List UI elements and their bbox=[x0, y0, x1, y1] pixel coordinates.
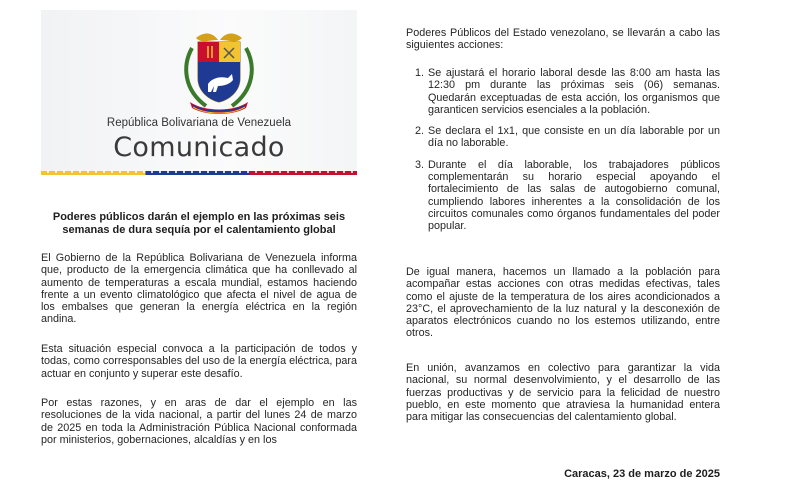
headline: Poderes públicos darán el ejemplo en las próximas seis semanas de dura sequía por el calentamiento global bbox=[52, 211, 346, 236]
list-item-number: 3. bbox=[415, 158, 425, 171]
republica-label: República Bolivariana de Venezuela bbox=[106, 117, 292, 129]
list-item bbox=[406, 125, 720, 150]
paragraph-razones: Por estas razones, y en aras de dar el ejemplo en las resoluciones de la vida nacional, a partir del lunes 24 de marzo de 2025 en toda la Administración Pública Nacional conformada por ministerios, gobernaciones, alcaldías y en los bbox=[41, 397, 357, 446]
paragraph-participacion: Esta situación especial convoca a la participación de todos y todas, como corresponsables del uso de la energía eléctrica, para actuar en conjunto y superar este desafío. bbox=[41, 343, 357, 380]
list-item bbox=[406, 159, 720, 233]
list-item-number: 2. bbox=[415, 125, 425, 138]
paragraph-intro: El Gobierno de la República Bolivariana de Venezuela informa que, producto de la emergencia climática que ha conllevado al aumento de temperaturas a escala mundial, estamos haciendo frente a un evento climatológico que afecta el nivel de agua de los embalses que generan la energía eléctrica en la región andina. bbox=[41, 252, 357, 326]
acciones-list bbox=[406, 67, 720, 233]
list-item bbox=[406, 67, 720, 116]
signature-date: Caracas, 23 de marzo de 2025 bbox=[564, 468, 720, 480]
venezuela-coat-of-arms-icon bbox=[178, 28, 260, 114]
list-item-number: 1. bbox=[415, 67, 425, 79]
flag-stars-pattern bbox=[41, 170, 357, 173]
comunicado-title: Comunicado bbox=[113, 132, 285, 163]
list-item-text: Se declara el 1x1, que consiste en un día laborable por un día no laborable. bbox=[428, 125, 720, 150]
paragraph-poderes-publicos: Poderes Públicos del Estado venezolano, se llevarán a cabo las siguientes acciones: bbox=[406, 27, 720, 52]
comunicado-banner bbox=[41, 10, 357, 175]
paragraph-union: En unión, avanzamos en colectivo para garantizar la vida nacional, su normal desenvolvimiento, y el desarrollo de las fuerzas productivas y de servicio para la felicidad de nuestro pueblo, en este momento que atraviesa la humanidad entera para mitigar las consecuencias del calentamiento global. bbox=[406, 362, 720, 424]
paragraph-llamado: De igual manera, hacemos un llamado a la población para acompañar estas acciones con otras medidas efectivas, tales como el ajuste de la temperatura de los aires acondicionados a 23°C, el aprovechamiento de la luz natural y la desconexión de aparatos electrónicos cuando no los estemos utilizando, entre otros. bbox=[406, 266, 720, 340]
list-item-text: Se ajustará el horario laboral desde las 8:00 am hasta las 12:30 pm durante las próximas seis (06) semanas. Quedarán exceptuadas de esta acción, los organismos que garanticen servicios esenciales a la población. bbox=[428, 67, 720, 116]
list-item-text: Durante el día laborable, los trabajadores públicos complementarán su horario especial apoyando el fortalecimiento de las salas de autogobierno comunal, cumpliendo labores inherentes a la consolidación de los circuitos comunales como órganos fundamentales del poder popular. bbox=[428, 158, 720, 233]
